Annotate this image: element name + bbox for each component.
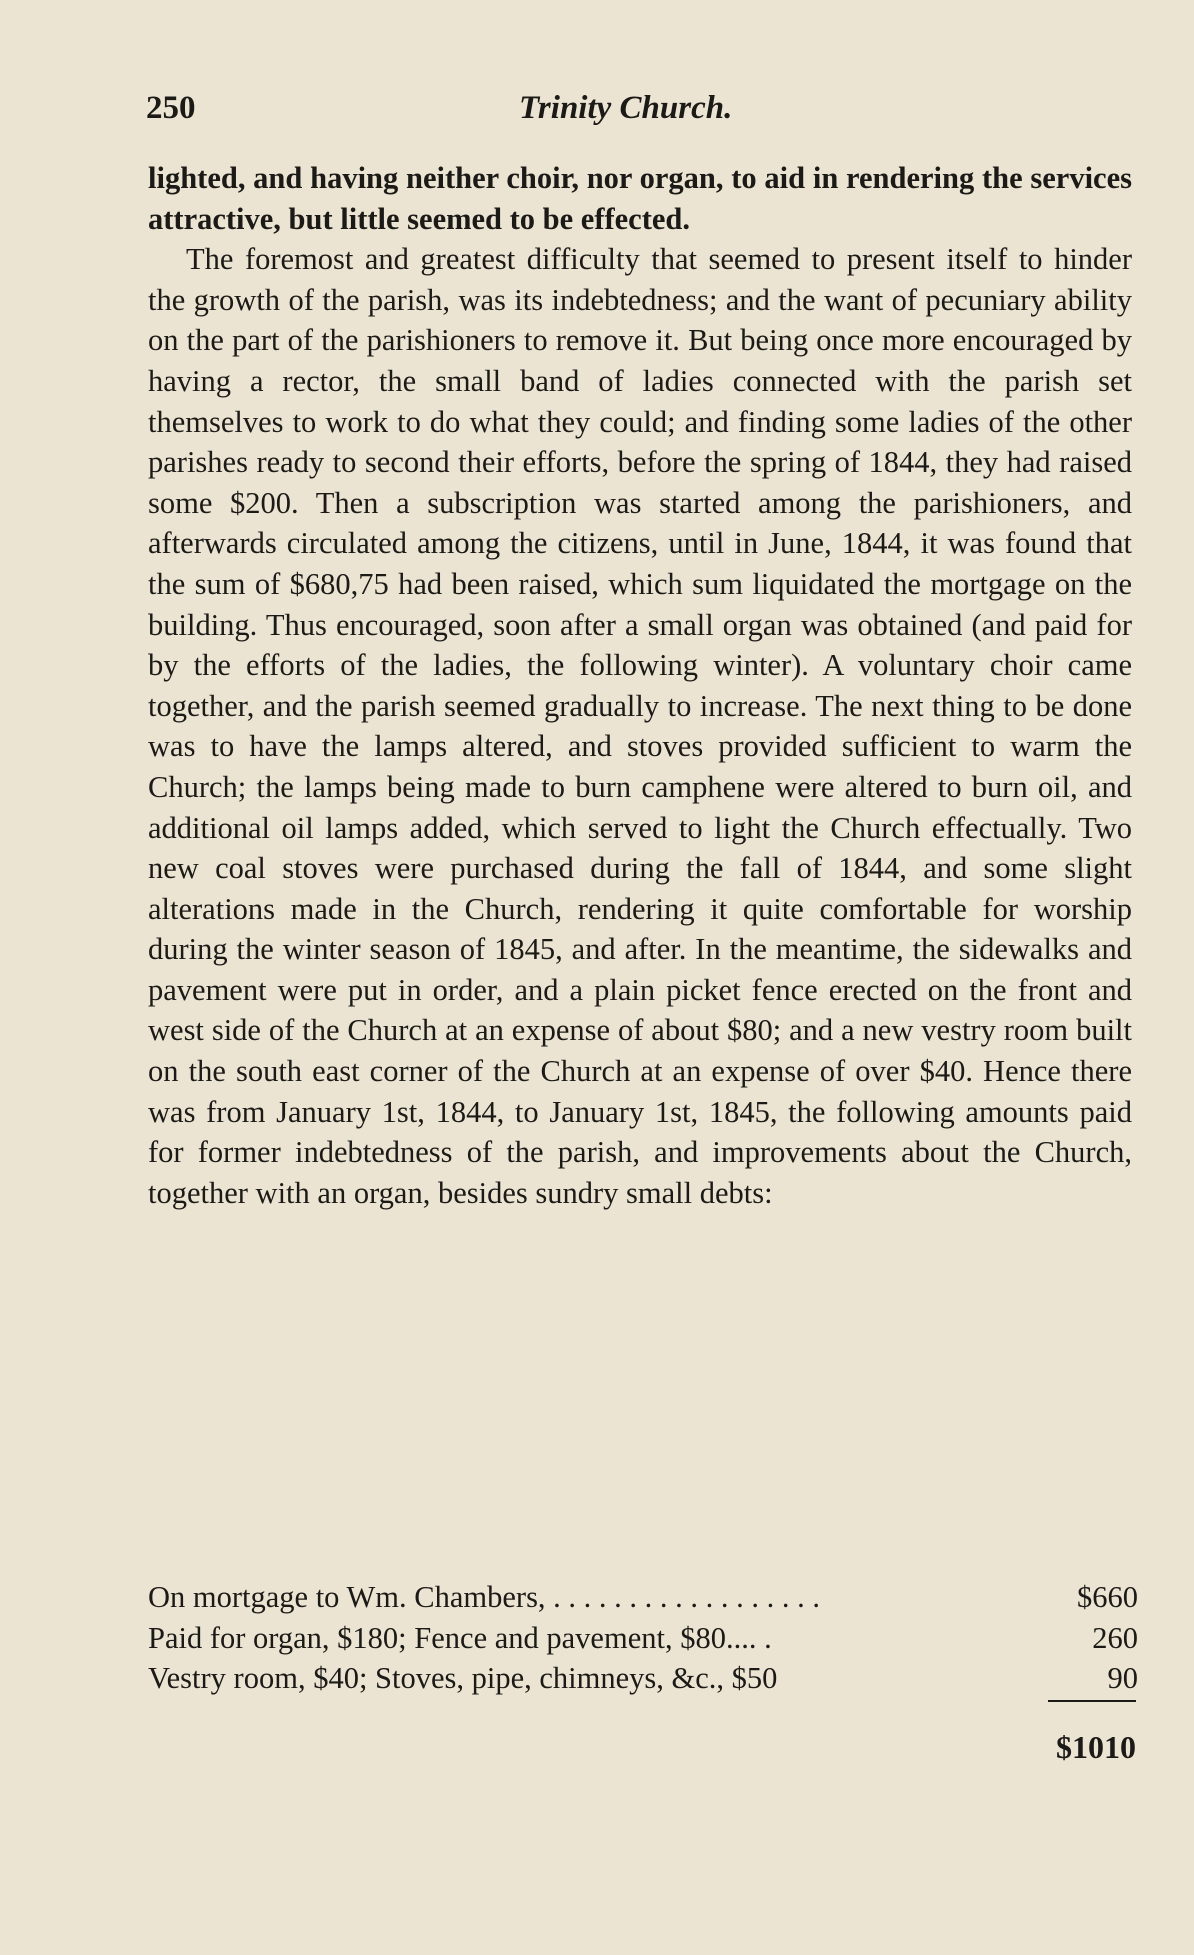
ledger-description: On mortgage to Wm. Chambers, . . . . . . . . . . . . . . . . . . [148, 1580, 821, 1614]
page-number: 250 [146, 90, 196, 126]
ledger-amount: 90 [1107, 1661, 1138, 1696]
page-header [146, 90, 1136, 134]
ledger-row-vestry-stoves [148, 1658, 1138, 1699]
ledger-total: $1010 [1056, 1729, 1136, 1765]
paragraph-indebtedness: The foremost and greatest difficulty that seemed to present itself to hinder the growth of the parish, was its indebtedness; and the want of pecuniary ability on the part of the parishioners to remove it. But being once more encouraged by having a rector, the small band of ladies connected with the parish set themselves to work to do what they could; and finding some ladies of the other parishes ready to second their efforts, before the spring of 1844, they had raised some $200. Then a subscription was started among the parishioners, and afterwards circulated among the citizens, until in June, 1844, it was found that the sum of $680,75 had been raised, which sum liquidated the mortgage on the building. Thus encouraged, soon after a small organ was obtained (and paid for by the efforts of the ladies, the following winter). A voluntary choir came together, and the parish seemed gradually to increase. The next thing to be done was to have the lamps altered, and stoves provided sufficient to warm the Church; the lamps being made to burn camphene were altered to burn oil, and additional oil lamps added, which served to light the Church effectually. Two new coal stoves were purchased during the fall of 1844, and some slight alterations made in the Church, rendering it quite comfortable for worship during the winter season of 1845, and after. In the meantime, the sidewalks and pavement were put in order, and a plain picket fence erected on the front and west side of the Church at an expense of about $80; and a new vestry room built on the south east corner of the Church at an expense of over $40. Hence there was from January 1st, 1844, to January 1st, 1845, the following amounts paid for former indebtedness of the parish, and improvements about the Church, together with an organ, besides sundry small debts: [148, 242, 1132, 1210]
ledger-row-mortgage [148, 1577, 1138, 1618]
ledger-amount: 260 [1092, 1620, 1138, 1655]
body-text [148, 158, 1132, 1213]
expense-ledger [148, 1577, 1138, 1699]
ledger-row-organ-fence [148, 1618, 1138, 1659]
ledger-amount: $660 [1077, 1580, 1138, 1614]
ledger-description: Vestry room, $40; Stoves, pipe, chimneys, &c., $50 [148, 1661, 778, 1696]
paragraph-continuation: lighted, and having neither choir, nor organ, to aid in rendering the services attractive, but little seemed to be effected. [148, 161, 1132, 236]
ledger-description: Paid for organ, $180; Fence and pavement, $80.... . [148, 1620, 772, 1655]
running-title: Trinity Church. [519, 90, 733, 126]
total-rule [1048, 1700, 1136, 1702]
